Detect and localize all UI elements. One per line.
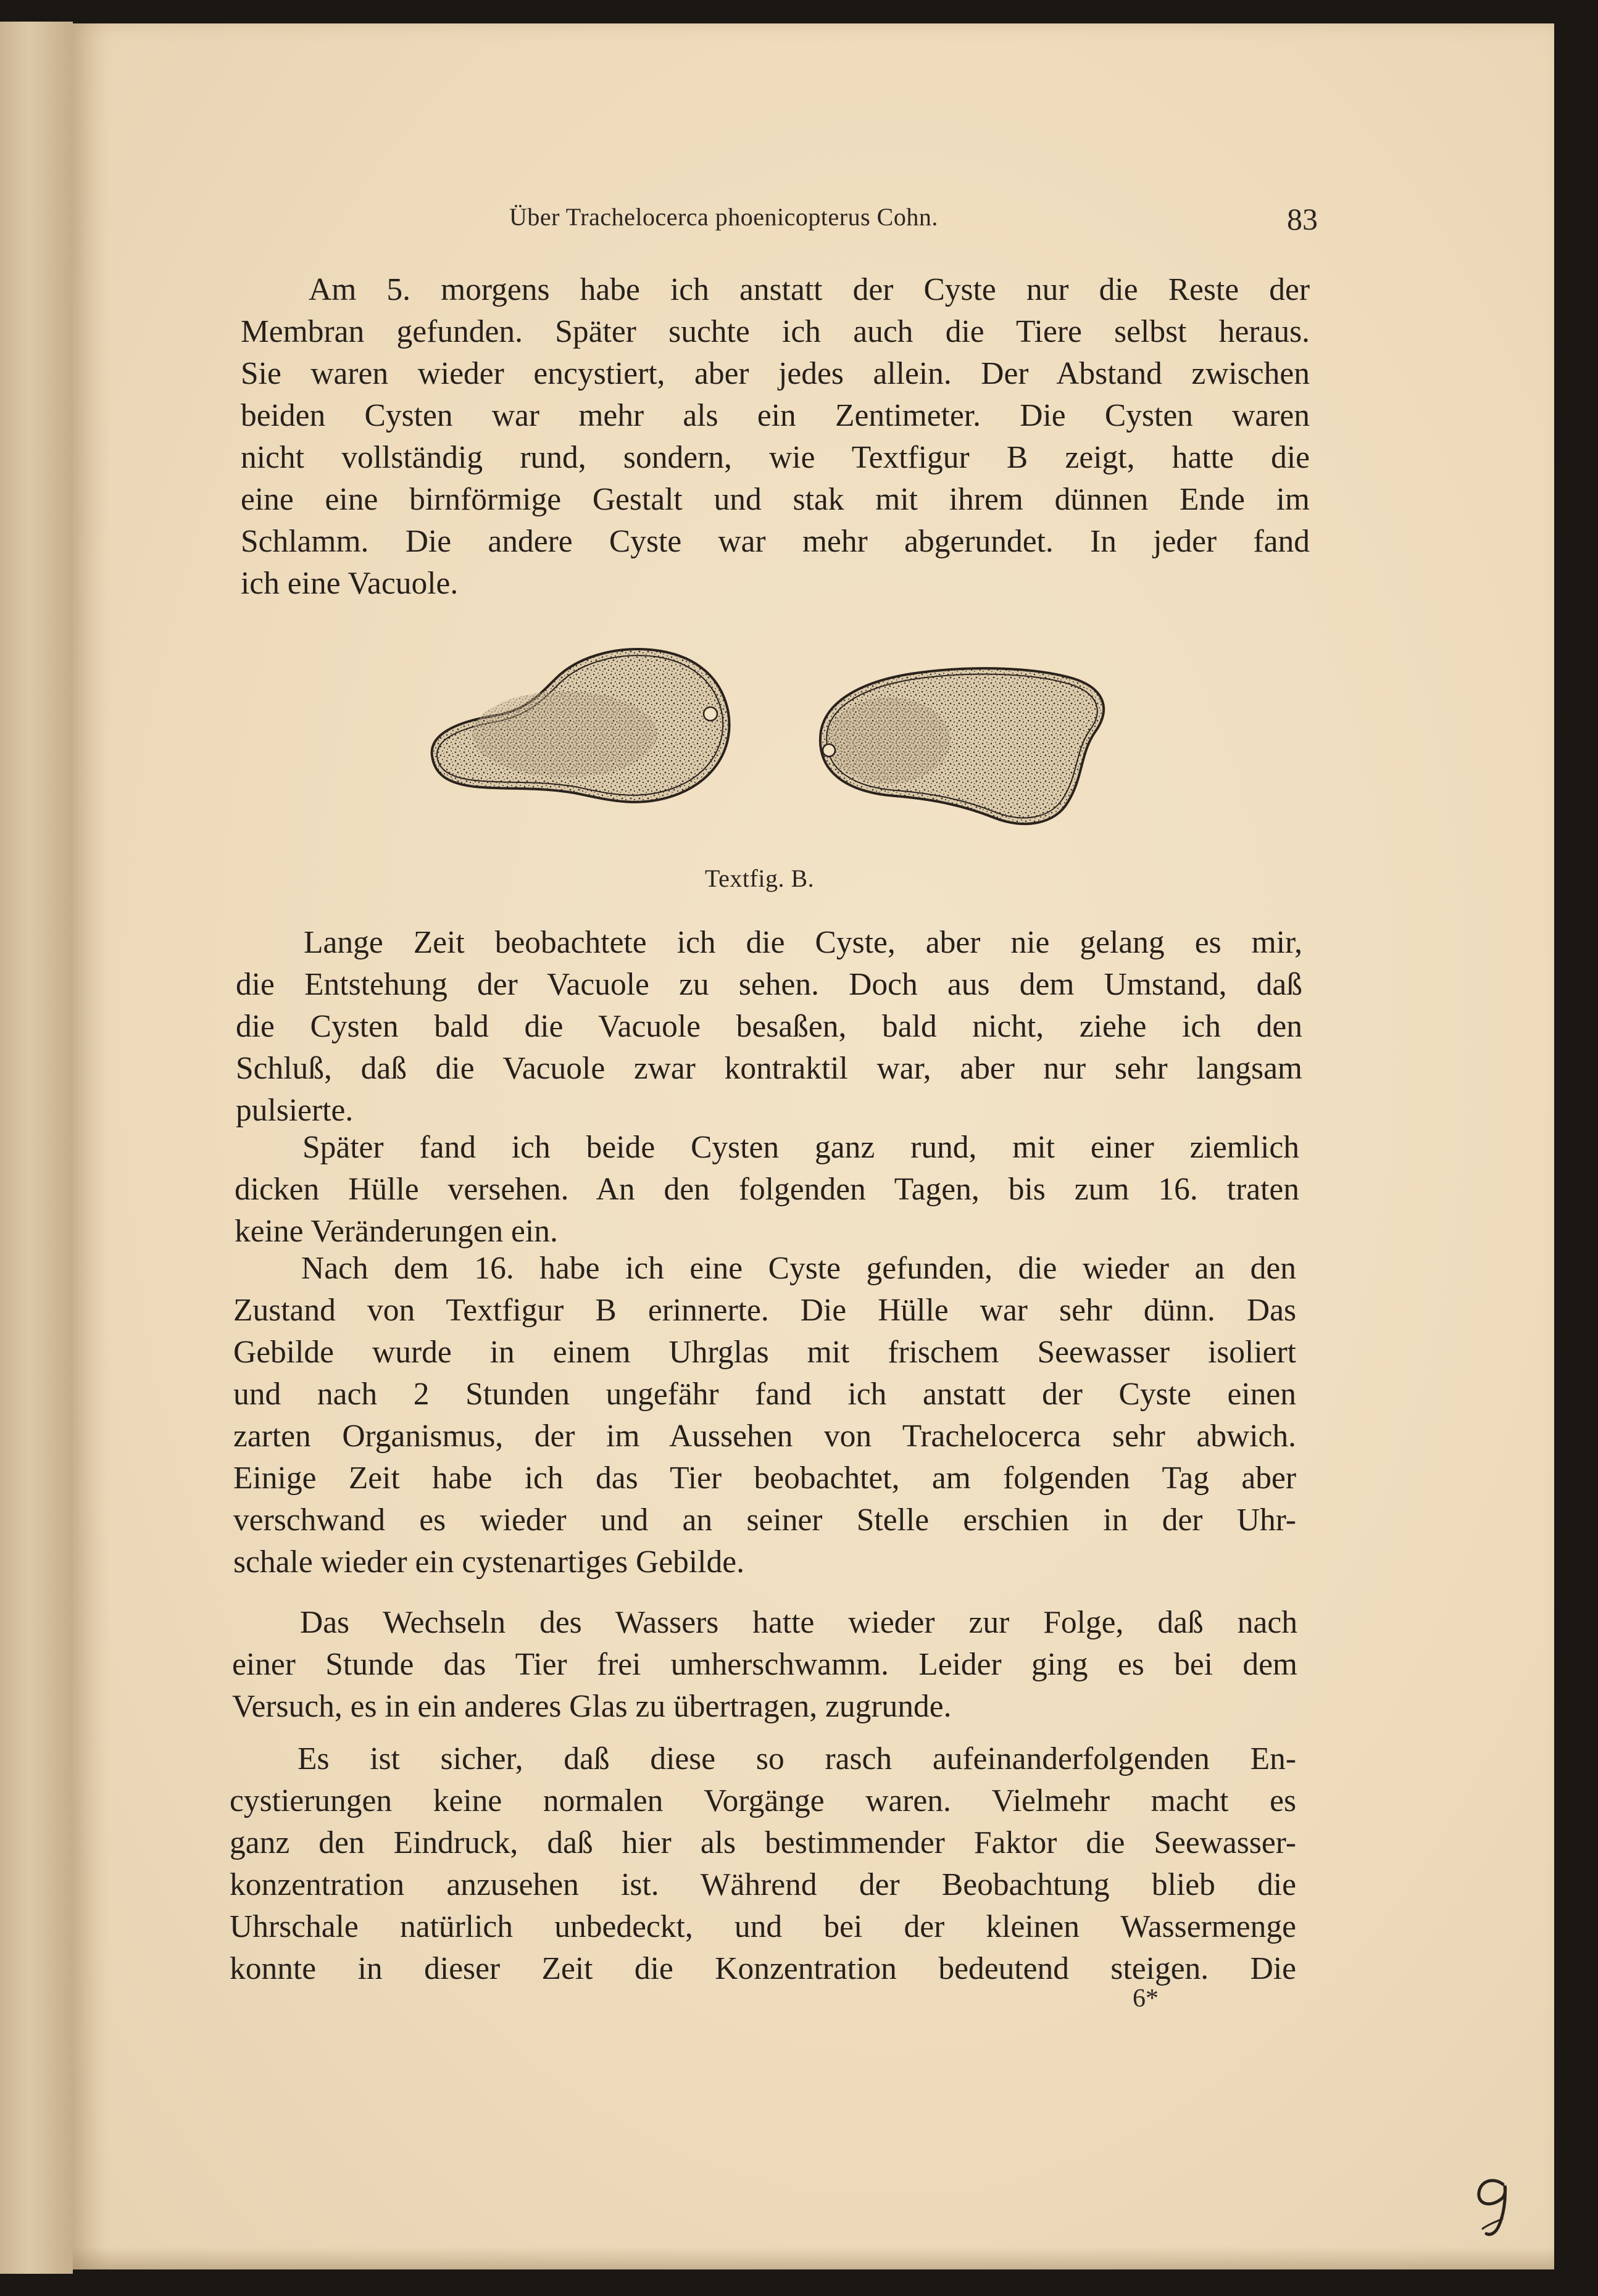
- text-line: pulsierte.: [236, 1093, 354, 1128]
- handwritten-folio-mark: [1469, 2172, 1518, 2240]
- text-line: zarten Organismus, der im Aussehen von Trachelocerca sehr abwich.: [233, 1419, 1296, 1454]
- text-line: und nach 2 Stunden ungefähr fand ich anstatt der Cyste einen: [233, 1377, 1296, 1412]
- paragraph-1: [241, 269, 1310, 605]
- running-title: Über Trachelocerca phoenicopterus Cohn.: [509, 203, 938, 231]
- paragraph-4: [233, 1248, 1296, 1583]
- text-line: keine Veränderungen ein.: [235, 1214, 558, 1249]
- page-number: 83: [1287, 202, 1318, 236]
- paragraph-6: [230, 1738, 1296, 1990]
- text-line: Am 5. morgens habe ich anstatt der Cyste nur die Reste der: [309, 272, 1310, 307]
- text-line: beiden Cysten war mehr als ein Zentimeter. Die Cysten waren: [241, 398, 1310, 433]
- text-line: eine eine birnförmige Gestalt und stak mit ihrem dünnen Ende im: [241, 482, 1310, 517]
- text-line: Uhrschale natürlich unbedeckt, und bei der kleinen Wassermenge: [230, 1909, 1296, 1944]
- gutter-shadow: [73, 23, 110, 2269]
- previous-page-edge: [0, 22, 73, 2274]
- text-line: konzentration anzusehen ist. Während der Beobachtung blieb die: [230, 1867, 1296, 1902]
- text-line: Das Wechseln des Wassers hatte wieder zur Folge, daß nach: [300, 1605, 1297, 1640]
- signature-mark: 6*: [1133, 1984, 1159, 2013]
- text-line: Später fand ich beide Cysten ganz rund, mit einer ziemlich: [302, 1130, 1299, 1165]
- text-line: Es ist sicher, daß diese so rasch aufeinanderfolgenden En-: [298, 1741, 1296, 1776]
- figure-caption: Textfig. B.: [705, 864, 815, 892]
- text-line: Zustand von Textfigur B erinnerte. Die Hülle war sehr dünn. Das: [233, 1293, 1296, 1328]
- text-line: einer Stunde das Tier frei umherschwamm. Leider ging es bei dem: [232, 1647, 1297, 1682]
- text-line: cystierungen keine normalen Vorgänge waren. Vielmehr macht es: [230, 1783, 1296, 1818]
- running-head: [235, 185, 1318, 236]
- rounded-cyst: [820, 668, 1104, 824]
- text-line: Schlamm. Die andere Cyste war mehr abgerundet. In jeder fand: [241, 524, 1310, 559]
- text-line: konnte in dieser Zeit die Konzentration bedeutend steigen. Die: [230, 1951, 1296, 1986]
- text-line: Versuch, es in ein anderes Glas zu übertragen, zugrunde.: [232, 1689, 952, 1724]
- text-line: schale wieder ein cystenartiges Gebilde.: [233, 1544, 744, 1580]
- text-line: die Entstehung der Vacuole zu sehen. Doch aus dem Umstand, daß: [236, 967, 1302, 1002]
- text-line: ich eine Vacuole.: [241, 566, 459, 601]
- text-line: Membran gefunden. Später suchte ich auch die Tiere selbst heraus.: [241, 314, 1310, 349]
- text-line: Sie waren wieder encystiert, aber jedes allein. Der Abstand zwischen: [241, 356, 1310, 391]
- text-line: die Cysten bald die Vacuole besaßen, bald nicht, ziehe ich den: [236, 1009, 1302, 1044]
- text-line: ganz den Eindruck, daß hier als bestimmender Faktor die Seewasser-: [230, 1825, 1296, 1860]
- text-line: Lange Zeit beobachtete ich die Cyste, aber nie gelang es mir,: [304, 925, 1302, 960]
- text-line: Nach dem 16. habe ich eine Cyste gefunden, die wieder an den: [301, 1251, 1296, 1286]
- page-bottom-shadow: [73, 2246, 1554, 2269]
- text-line: Schluß, daß die Vacuole zwar kontraktil war, aber nur sehr langsam: [236, 1051, 1302, 1086]
- vacuole: [823, 744, 835, 756]
- paragraph-5: [232, 1602, 1297, 1728]
- text-line: Einige Zeit habe ich das Tier beobachtet, am folgenden Tag aber: [233, 1461, 1296, 1496]
- pear-shaped-cyst: [432, 649, 730, 802]
- text-line: nicht vollständig rund, sondern, wie Textfigur B zeigt, hatte die: [241, 440, 1310, 475]
- vacuole: [704, 707, 717, 721]
- paragraph-3: [235, 1127, 1299, 1253]
- cyst-figure: [420, 629, 1130, 864]
- paragraph-2: [236, 922, 1302, 1132]
- text-line: verschwand es wieder und an seiner Stelle erschien in der Uhr-: [233, 1502, 1296, 1538]
- text-line: Gebilde wurde in einem Uhrglas mit frischem Seewasser isoliert: [233, 1335, 1296, 1370]
- text-line: dicken Hülle versehen. An den folgenden Tagen, bis zum 16. traten: [235, 1172, 1299, 1207]
